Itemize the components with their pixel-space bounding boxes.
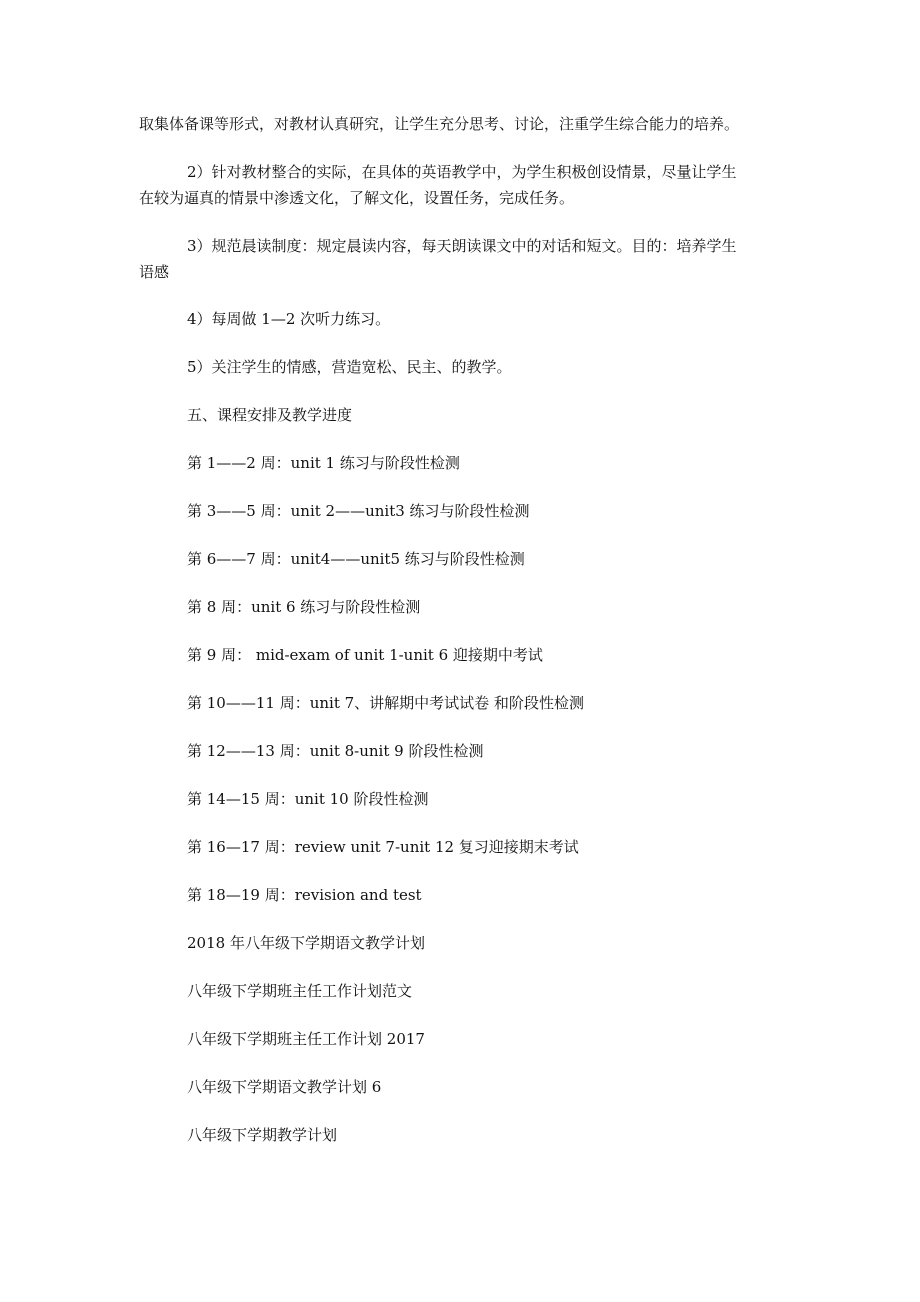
paragraph-line: 取集体备课等形式，对教材认真研究，让学生充分思考、讨论，注重学生综合能力的培养。 [139,115,740,133]
schedule-item: 第 16—17 周：review unit 7-unit 12 复习迎接期末考试 [187,838,579,856]
schedule-item: 第 14—15 周：unit 10 阶段性检测 [187,790,429,808]
paragraph-line: 2）针对教材整合的实际，在具体的英语教学中，为学生积极创设情景，尽量让学生 [187,163,737,181]
related-link[interactable]: 2018 年八年级下学期语文教学计划 [187,934,425,952]
schedule-item: 第 1——2 周：unit 1 练习与阶段性检测 [187,454,460,472]
schedule-item: 第 9 周： mid-exam of unit 1-unit 6 迎接期中考试 [187,646,543,664]
related-link[interactable]: 八年级下学期班主任工作计划范文 [187,982,413,1000]
related-link[interactable]: 八年级下学期班主任工作计划 2017 [187,1030,425,1048]
paragraph-line: 语感 [139,263,170,281]
paragraph-line: 4）每周做 1—2 次听力练习。 [187,310,391,328]
schedule-item: 第 10——11 周：unit 7、讲解期中考试试卷 和阶段性检测 [187,694,584,712]
related-link[interactable]: 八年级下学期语文教学计划 6 [187,1078,382,1096]
related-link[interactable]: 八年级下学期教学计划 [187,1126,338,1144]
paragraph-line: 在较为逼真的情景中渗透文化，了解文化，设置任务，完成任务。 [139,189,575,207]
section-heading: 五、课程安排及教学进度 [187,406,353,424]
schedule-item: 第 18—19 周：revision and test [187,886,422,904]
schedule-item: 第 6——7 周：unit4——unit5 练习与阶段性检测 [187,550,525,568]
schedule-item: 第 12——13 周：unit 8-unit 9 阶段性检测 [187,742,484,760]
paragraph-line: 5）关注学生的情感，营造宽松、民主、的教学。 [187,358,512,376]
schedule-item: 第 3——5 周：unit 2——unit3 练习与阶段性检测 [187,502,530,520]
schedule-item: 第 8 周：unit 6 练习与阶段性检测 [187,598,421,616]
paragraph-line: 3）规范晨读制度：规定晨读内容，每天朗读课文中的对话和短文。目的：培养学生 [187,237,737,255]
